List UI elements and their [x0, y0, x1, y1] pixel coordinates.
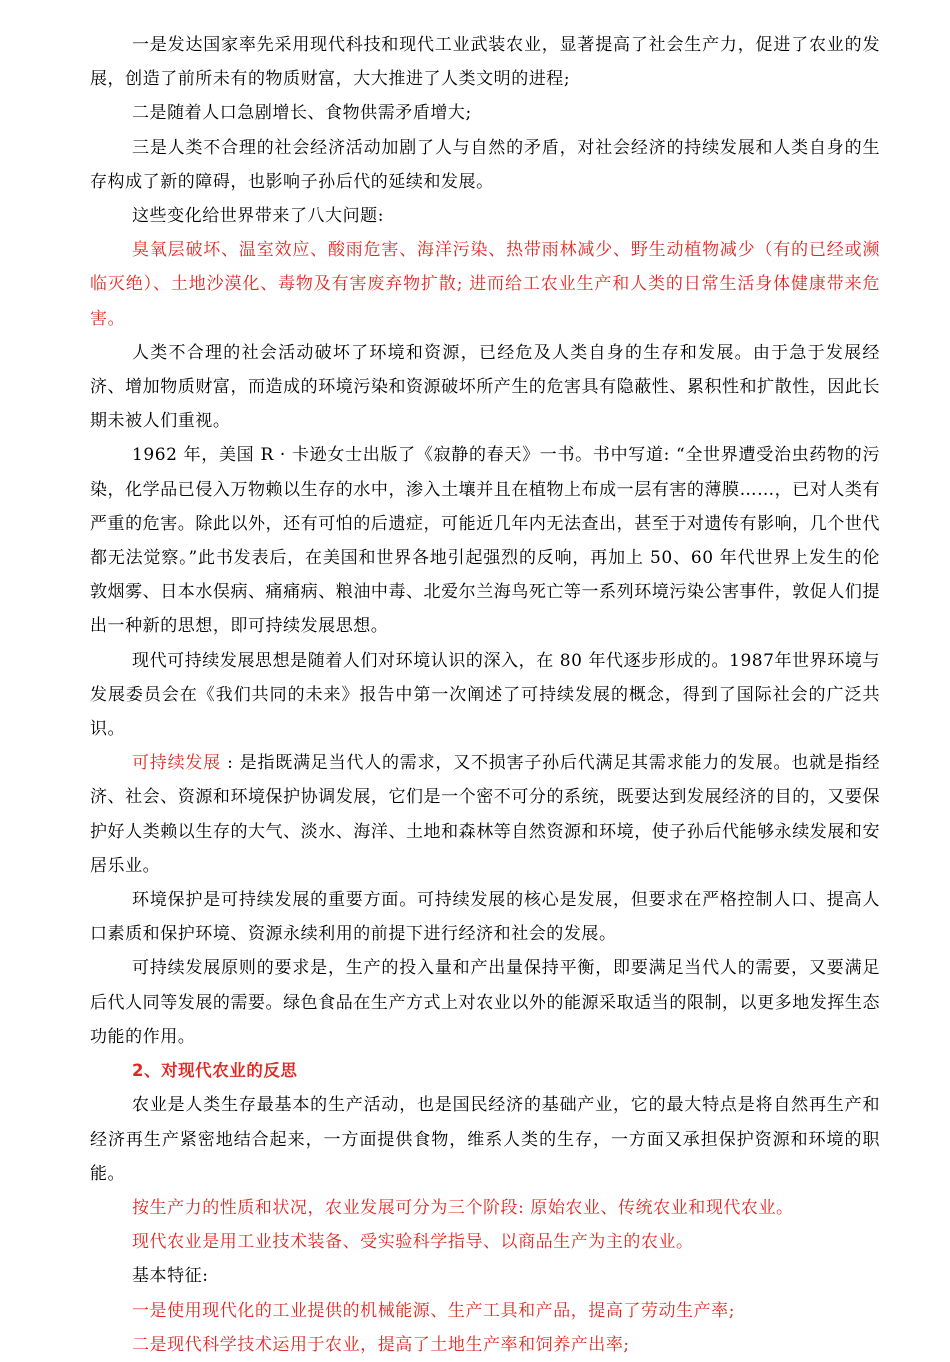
paragraph-eight-problems-list: 臭氧层破坏、温室效应、酸雨危害、海洋污染、热带雨林减少、野生动植物减少（有的已经或濒临灭绝）、土地沙漠化、毒物及有害废弃物扩散; 进而给工农业生产和人类的日常生活身体健康带来危害。: [90, 240, 880, 329]
paragraph-sustainability-principle: 可持续发展原则的要求是，生产的投入量和产出量保持平衡，即要满足当代人的需要，又要满足后代人同等发展的需要。绿色食品在生产方式上对农业以外的能源采取适当的限制，以更多地发挥生态功能的作用。: [90, 958, 880, 1047]
paragraph-second-point: 二是随着人口急剧增长、食物供需矛盾增大;: [132, 103, 472, 124]
paragraph-first-point: 一是发达国家率先采用现代科技和现代工业武装农业，显著提高了社会生产力，促进了农业的发展，创造了前所未有的物质财富，大大推进了人类文明的进程;: [90, 35, 880, 90]
paragraph-three-stages: 按生产力的性质和状况，农业发展可分为三个阶段: 原始农业、传统农业和现代农业。: [132, 1197, 794, 1218]
paragraph-agriculture-basic: 农业是人类生存最基本的生产活动，也是国民经济的基础产业，它的最大特点是将自然再生产和经济再生产紧密地结合起来，一方面提供食物，维系人类的生存，一方面又承担保护资源和环境的职能。: [90, 1095, 880, 1184]
paragraph-eight-problems-intro: 这些变化给世界带来了八大问题:: [132, 206, 384, 227]
section-heading: 2、对现代农业的反思: [132, 1061, 298, 1081]
paragraph-silent-spring: 1962 年，美国 R · 卡逊女士出版了《寂静的春天》一书。书中写道: “全世界遭受治虫药物的污染，化学品已侵入万物赖以生存的水中，渗入土壤并且在植物上布成一层有害的薄膜……，已对人类有严重的危害。除此以外，还有可怕的后遗症，可能近几年内无法查出，甚至于对遗传有影响，几个世代都无法觉察。”此书发表后，在美国和世界各地引起强烈的反响，再加上 50、60 年代世界上发生的伦敦烟雾、日本水俣病、痛痛病、粮油中毒、北爱尔兰海鸟死亡等一系列环境污染公害事件，敦促人们提出一种新的思想，即可持续发展思想。: [90, 445, 880, 637]
paragraph-feature-one: 一是使用现代化的工业提供的机械能源、生产工具和产品，提高了劳动生产率;: [132, 1300, 735, 1321]
paragraph-modern-sustainability-idea: 现代可持续发展思想是随着人们对环境认识的深入，在 80 年代逐步形成的。1987年世界环境与发展委员会在《我们共同的未来》报告中第一次阐述了可持续发展的概念，得到了国际社会的广泛共识。: [90, 650, 880, 740]
definition-text: : 是指既满足当代人的需求，又不损害子孙后代满足其需求能力的发展。也就是指经济、社会、资源和环境保护协调发展，它们是一个密不可分的系统，既要达到发展经济的目的，又要保护好人类赖以生存的大气、淡水、海洋、土地和森林等自然资源和环境，使子孙后代能够永续发展和安居乐业。: [90, 753, 881, 876]
paragraph-modern-agriculture-definition: 现代农业是用工业技术装备、受实验科学指导、以商品生产为主的农业。: [132, 1232, 694, 1253]
paragraph-third-point: 三是人类不合理的社会经济活动加剧了人与自然的矛盾，对社会经济的持续发展和人类自身的生存构成了新的障碍，也影响子孙后代的延续和发展。: [90, 137, 880, 192]
paragraph-environmental-protection: 环境保护是可持续发展的重要方面。可持续发展的核心是发展，但要求在严格控制人口、提高人口素质和保护环境、资源永续利用的前提下进行经济和社会的发展。: [90, 890, 880, 945]
paragraph-sustainable-definition: [90, 746, 880, 883]
paragraph-basic-features-label: 基本特征:: [132, 1266, 209, 1287]
paragraph-feature-two: 二是现代科学技术运用于农业，提高了土地生产率和饲养产出率;: [132, 1334, 630, 1355]
paragraph-unreasonable-activities: 人类不合理的社会活动破坏了环境和资源，已经危及人类自身的生存和发展。由于急于发展经济、增加物质财富，而造成的环境污染和资源破坏所产生的危害具有隐蔽性、累积性和扩散性，因此长期未被人们重视。: [90, 342, 880, 432]
term-sustainable-development: 可持续发展: [132, 753, 221, 774]
document-body: [90, 28, 880, 1362]
